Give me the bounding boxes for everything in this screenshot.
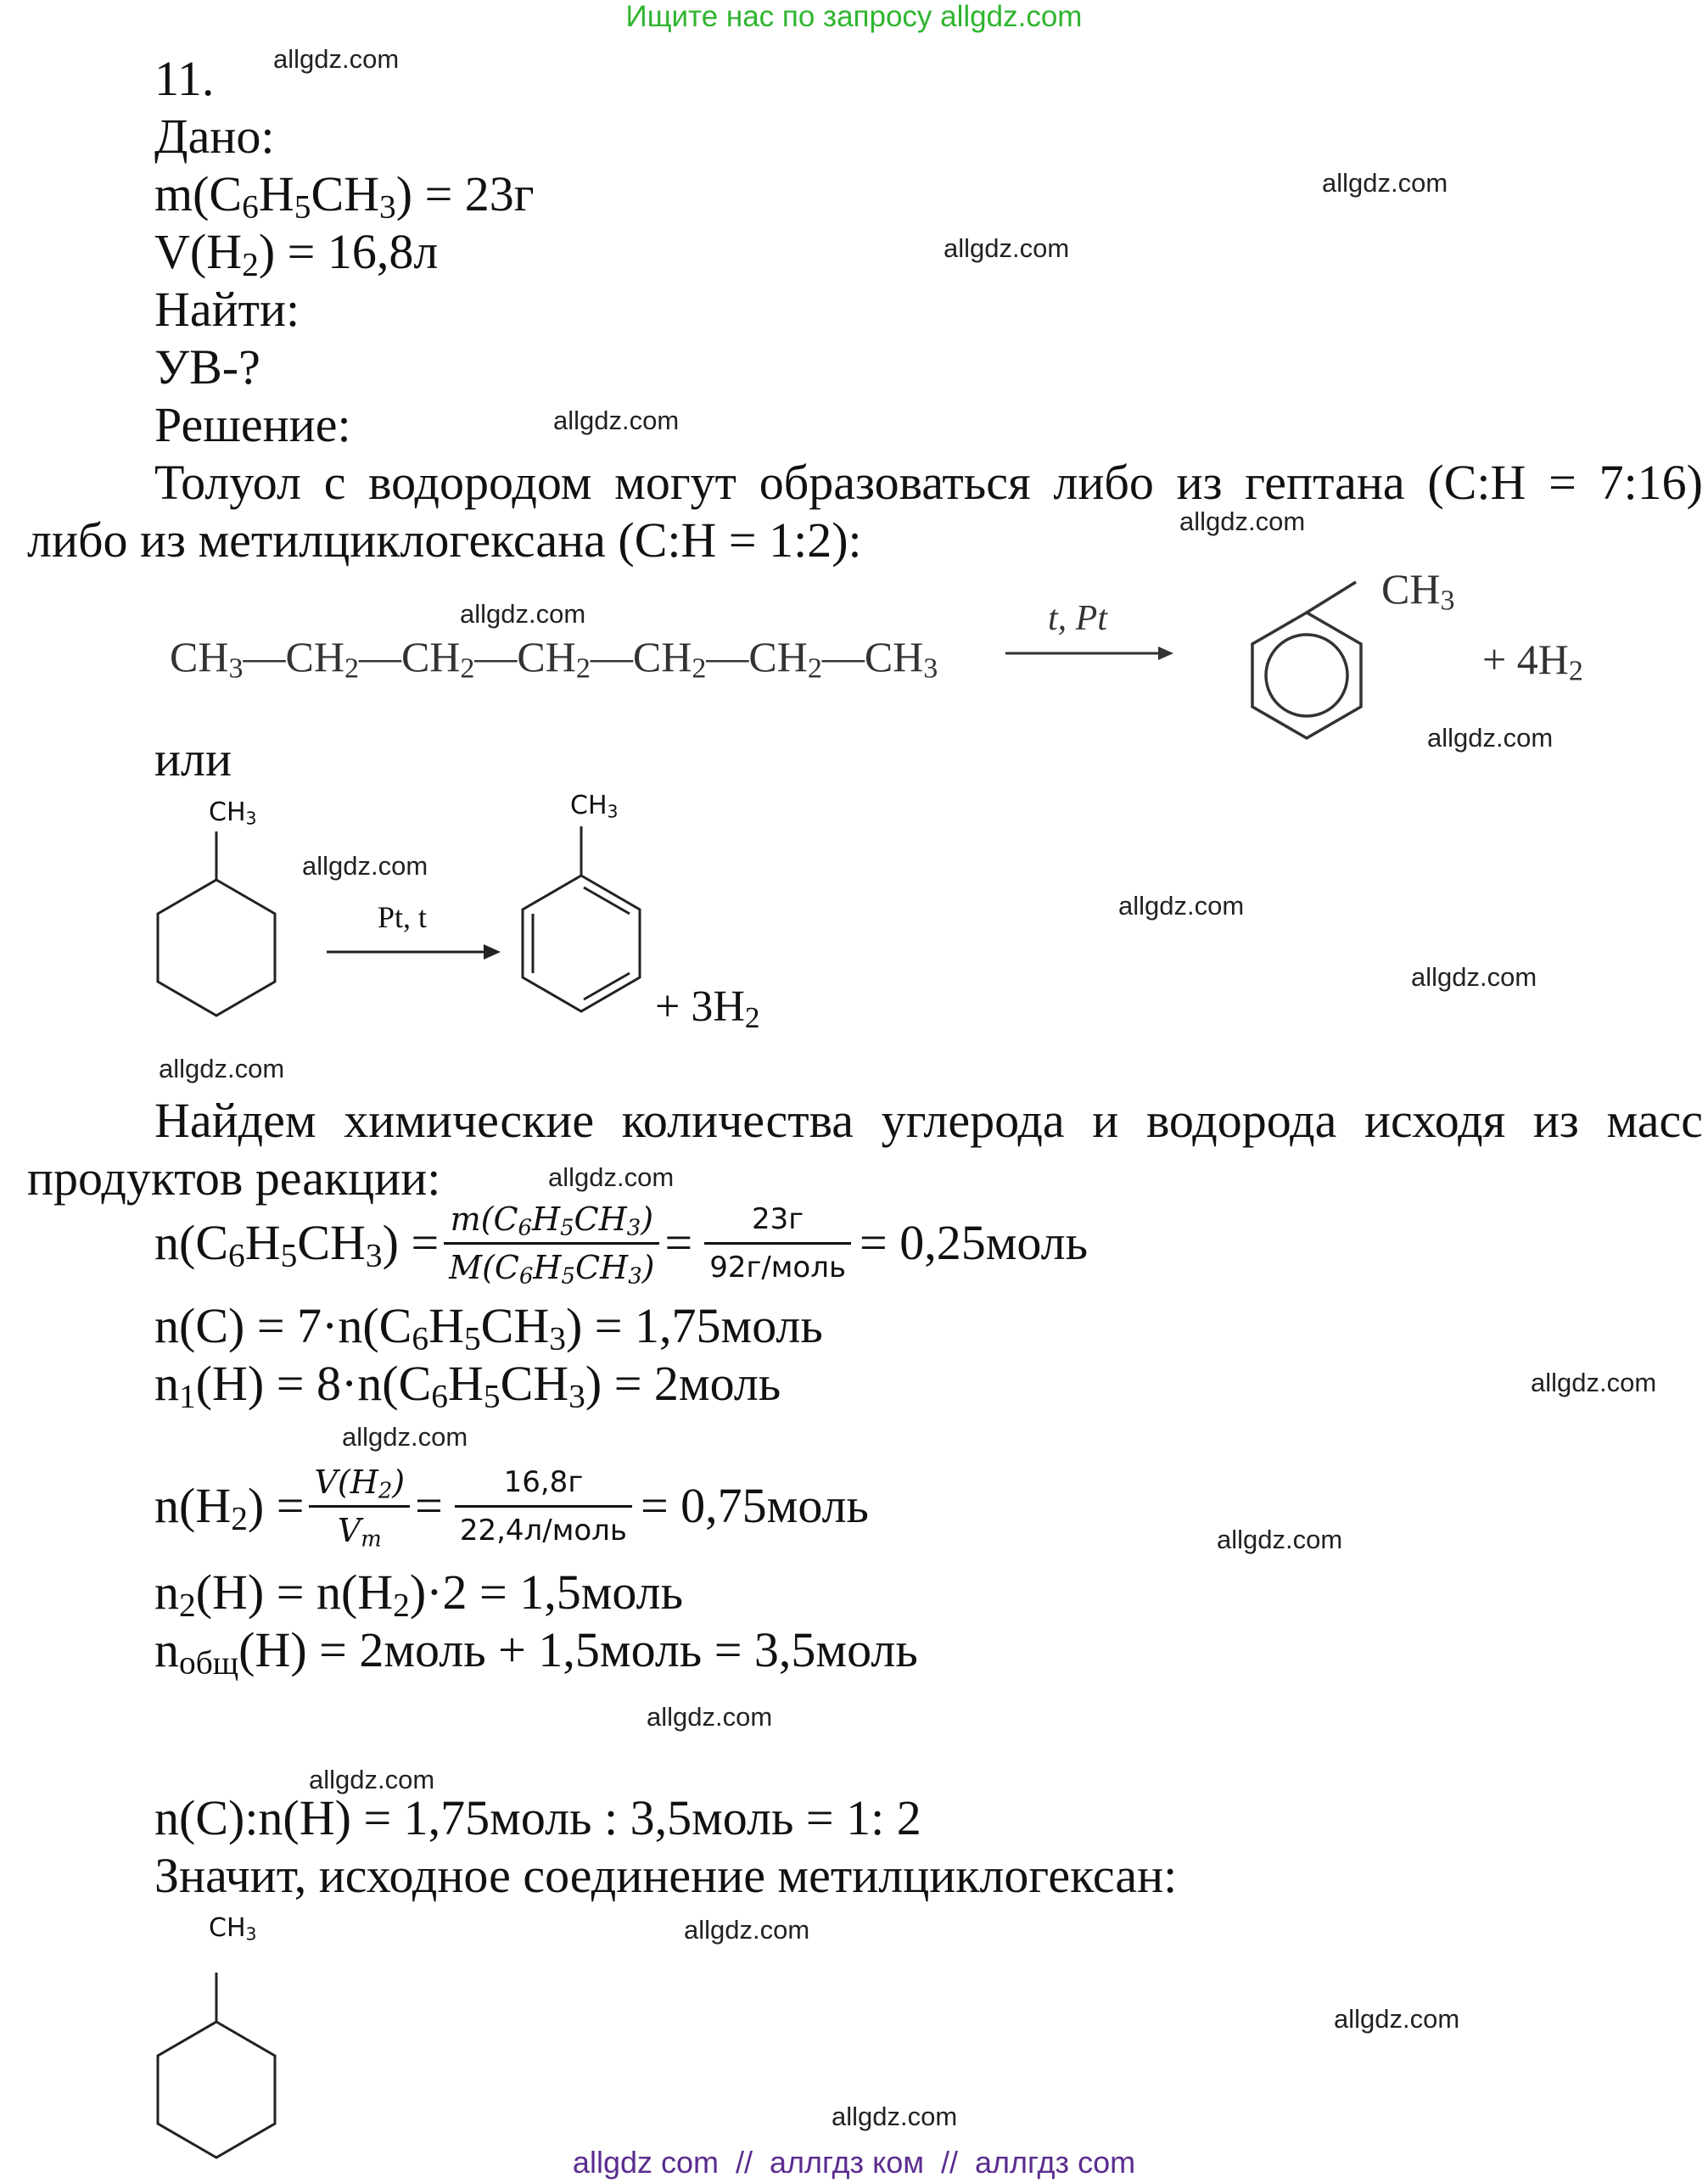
- fraction-23-over-92: [704, 1200, 851, 1287]
- result: = 0,75моль: [640, 1478, 870, 1533]
- t: H: [531, 1200, 561, 1238]
- conclusion-line: Значит, исходное соединение метилциклогексан:: [154, 1848, 1178, 1903]
- text: ) = 23г: [395, 166, 535, 221]
- methylcyclohexane-structure: [158, 831, 275, 1016]
- t: ) =: [382, 1215, 440, 1270]
- problem-number: 11.: [154, 51, 215, 106]
- watermark: allgdz.com: [553, 406, 680, 435]
- find-value: УВ-?: [154, 339, 260, 395]
- t: CH: [209, 798, 246, 827]
- text: H: [258, 166, 294, 221]
- denominator: [444, 1245, 659, 1290]
- t: CH: [285, 633, 344, 680]
- text: m(C: [154, 166, 243, 221]
- s: 6: [431, 1377, 448, 1415]
- reaction2-byproduct: [655, 979, 760, 1035]
- t: (H) = n(H: [195, 1564, 394, 1620]
- product-ch3: [570, 791, 619, 820]
- s: 2: [344, 652, 359, 685]
- find-amounts-line-1: Найдем химические количества углерода и водорода исходя из масс: [154, 1093, 1703, 1148]
- s: 3: [607, 801, 619, 822]
- t: —: [590, 633, 633, 680]
- t: (H) = 8·n(C: [195, 1356, 432, 1411]
- s: 3: [228, 652, 244, 685]
- t: ): [641, 1200, 654, 1238]
- s: 3: [568, 1377, 585, 1415]
- s: 2: [575, 652, 591, 685]
- fraction-mass-over-molar-mass: [444, 1200, 659, 1290]
- s: 2: [179, 1586, 196, 1624]
- s: 5: [483, 1377, 501, 1415]
- t: —: [706, 633, 749, 680]
- t: CH: [500, 1356, 569, 1411]
- t: H: [447, 1356, 484, 1411]
- watermark: allgdz.com: [647, 1702, 773, 1732]
- t: $n(C_6H_5CH_3)$ =: [154, 1215, 440, 1274]
- s: 2: [231, 1499, 248, 1537]
- watermark: allgdz.com: [460, 599, 586, 629]
- t: ) =: [247, 1478, 305, 1533]
- t: + 4H: [1482, 635, 1569, 683]
- t: ): [641, 1248, 655, 1286]
- s: общ: [179, 1643, 239, 1682]
- t: n(H: [154, 1478, 232, 1533]
- top-banner: Ищите нас по запросу allgdz.com: [625, 0, 1083, 33]
- s: 2: [692, 652, 707, 685]
- s: 2: [1568, 655, 1583, 687]
- watermark: allgdz.com: [1334, 2004, 1460, 2034]
- s: 2: [378, 1478, 393, 1504]
- watermark: allgdz.com: [1322, 168, 1448, 198]
- n1-hydrogen-line: [154, 1356, 781, 1415]
- t: CH: [864, 633, 924, 680]
- equals: =: [415, 1478, 443, 1533]
- watermark: allgdz.com: [944, 233, 1070, 263]
- watermark: allgdz.com: [1411, 962, 1537, 992]
- toluene-kekule-structure: [523, 826, 640, 1011]
- given-volume: [154, 224, 439, 283]
- numerator: 16,8г: [455, 1463, 632, 1508]
- s: m: [361, 1526, 382, 1553]
- watermark: allgdz.com: [548, 1162, 675, 1192]
- n2-hydrogen-line: [154, 1564, 684, 1624]
- text: ) = 16,8л: [258, 224, 439, 279]
- watermark: allgdz.com: [309, 1765, 435, 1794]
- sub: 3: [379, 188, 396, 226]
- s: 5: [463, 1319, 481, 1357]
- s: 2: [393, 1586, 410, 1624]
- watermark: allgdz.com: [159, 1054, 285, 1083]
- reaction1-arrow: [1005, 641, 1175, 666]
- s: 5: [280, 1236, 298, 1274]
- denominator: [309, 1508, 410, 1553]
- s: 3: [549, 1319, 566, 1357]
- watermark: allgdz.com: [1118, 891, 1245, 921]
- t: V(H: [314, 1463, 378, 1501]
- s: 2: [460, 652, 475, 685]
- solution-label: Решение:: [154, 397, 351, 452]
- t: —: [243, 633, 286, 680]
- s: 3: [628, 1263, 642, 1290]
- watermark: allgdz.com: [1179, 507, 1306, 536]
- t: CH: [570, 791, 608, 820]
- reaction2-condition: Pt, t: [378, 900, 428, 934]
- t: CH: [209, 1913, 246, 1943]
- t: M(C: [449, 1248, 519, 1286]
- fraction-16-8-over-22-4: [455, 1463, 632, 1550]
- t: n: [154, 1564, 179, 1620]
- find-amounts-line-2: продуктов реакции:: [27, 1150, 441, 1206]
- final-ch3: [209, 1913, 257, 1943]
- t: CH: [574, 1200, 627, 1238]
- t: CH: [632, 633, 692, 680]
- s: 6: [228, 1236, 245, 1274]
- s: 3: [923, 652, 938, 685]
- s: 6: [518, 1215, 532, 1241]
- s: 3: [245, 808, 257, 829]
- equals: =: [664, 1215, 693, 1270]
- final-methylcyclohexane-structure: [136, 1947, 322, 2168]
- t: )·2 = 1,5моль: [409, 1564, 684, 1620]
- watermark: allgdz.com: [342, 1422, 468, 1452]
- toluene-ch3: [1381, 564, 1455, 617]
- t: CH: [517, 633, 576, 680]
- t: H: [428, 1298, 464, 1353]
- t: CH: [574, 1248, 629, 1286]
- t: ) = 2моль: [585, 1356, 781, 1411]
- text: CH: [311, 166, 380, 221]
- watermark: allgdz.com: [302, 851, 428, 881]
- s: 5: [560, 1215, 574, 1241]
- n-total-hydrogen-line: [154, 1622, 918, 1682]
- t: n(C) = 7·n(C: [154, 1298, 412, 1353]
- t: ) = 1,75моль: [565, 1298, 823, 1353]
- ratio-line: n(C):n(H) = 1,75моль : 3,5моль = 1: 2: [154, 1790, 921, 1845]
- t: n: [154, 1356, 179, 1411]
- t: —: [821, 633, 865, 680]
- t: n(C: [154, 1215, 228, 1270]
- t: CH: [480, 1298, 550, 1353]
- s: 3: [626, 1215, 641, 1241]
- watermark: allgdz.com: [1427, 723, 1554, 753]
- numerator: [309, 1463, 410, 1508]
- s: 3: [365, 1236, 383, 1274]
- numerator: [444, 1200, 659, 1245]
- t: t, Pt: [1048, 599, 1107, 638]
- n-toluene-equation: [154, 1200, 1089, 1290]
- given-label: Дано:: [154, 109, 275, 164]
- heptane-chain: [170, 632, 938, 685]
- t: —: [474, 633, 518, 680]
- t: CH: [748, 633, 808, 680]
- reactant-ch3: [209, 798, 257, 827]
- result: = 0,25моль: [860, 1215, 1089, 1270]
- n-h2-equation: [154, 1463, 870, 1553]
- given-mass: [154, 166, 535, 226]
- s: 5: [561, 1263, 575, 1290]
- s: 3: [1440, 585, 1455, 617]
- denominator: 92г/моль: [709, 1250, 846, 1285]
- sub: 6: [242, 188, 259, 226]
- watermark: allgdz.com: [1531, 1368, 1657, 1397]
- t: m(C: [450, 1200, 518, 1238]
- t: ): [392, 1463, 406, 1501]
- s: 2: [807, 652, 822, 685]
- t: [154, 1478, 305, 1537]
- watermark: allgdz.com: [684, 1915, 810, 1945]
- t: CH: [1381, 565, 1441, 613]
- s: 3: [245, 1923, 257, 1945]
- s: 6: [412, 1319, 429, 1357]
- reaction2-arrow: [327, 944, 501, 960]
- sub: 5: [294, 188, 311, 226]
- watermark: allgdz.com: [1217, 1525, 1343, 1554]
- reaction1-byproduct: [1482, 635, 1583, 687]
- watermark: allgdz.com: [832, 2102, 958, 2131]
- or-label: или: [154, 731, 232, 786]
- bottom-banner: allgdz com // аллгдз ком // аллгдз com: [572, 2145, 1136, 2180]
- t: (H) = 2моль + 1,5моль = 3,5моль: [238, 1622, 918, 1677]
- text: V(H: [154, 224, 243, 279]
- watermark: allgdz.com: [273, 44, 400, 74]
- s: 6: [518, 1263, 534, 1290]
- t: n: [154, 1622, 179, 1677]
- t: CH: [170, 633, 229, 680]
- s: 1: [179, 1377, 196, 1415]
- find-label: Найти:: [154, 282, 300, 337]
- intro-line-1: Толуол с водородом могут образоваться либо из гептана (C:H = 7:16): [154, 455, 1703, 510]
- t: H: [533, 1248, 562, 1286]
- reaction1-condition: [1048, 598, 1107, 639]
- t: —: [358, 633, 401, 680]
- numerator: 23г: [704, 1200, 851, 1245]
- t: + 3H: [655, 982, 745, 1031]
- s: 2: [744, 999, 760, 1034]
- t: CH: [400, 633, 461, 680]
- denominator: 22,4л/моль: [459, 1513, 627, 1548]
- intro-line-2: либо из метилциклогексана (C:H = 1:2):: [27, 512, 862, 568]
- fraction-volume-over-molar-volume: [309, 1463, 410, 1553]
- sub: 2: [242, 245, 259, 283]
- n-carbon-line: [154, 1298, 823, 1357]
- t: V: [337, 1511, 361, 1549]
